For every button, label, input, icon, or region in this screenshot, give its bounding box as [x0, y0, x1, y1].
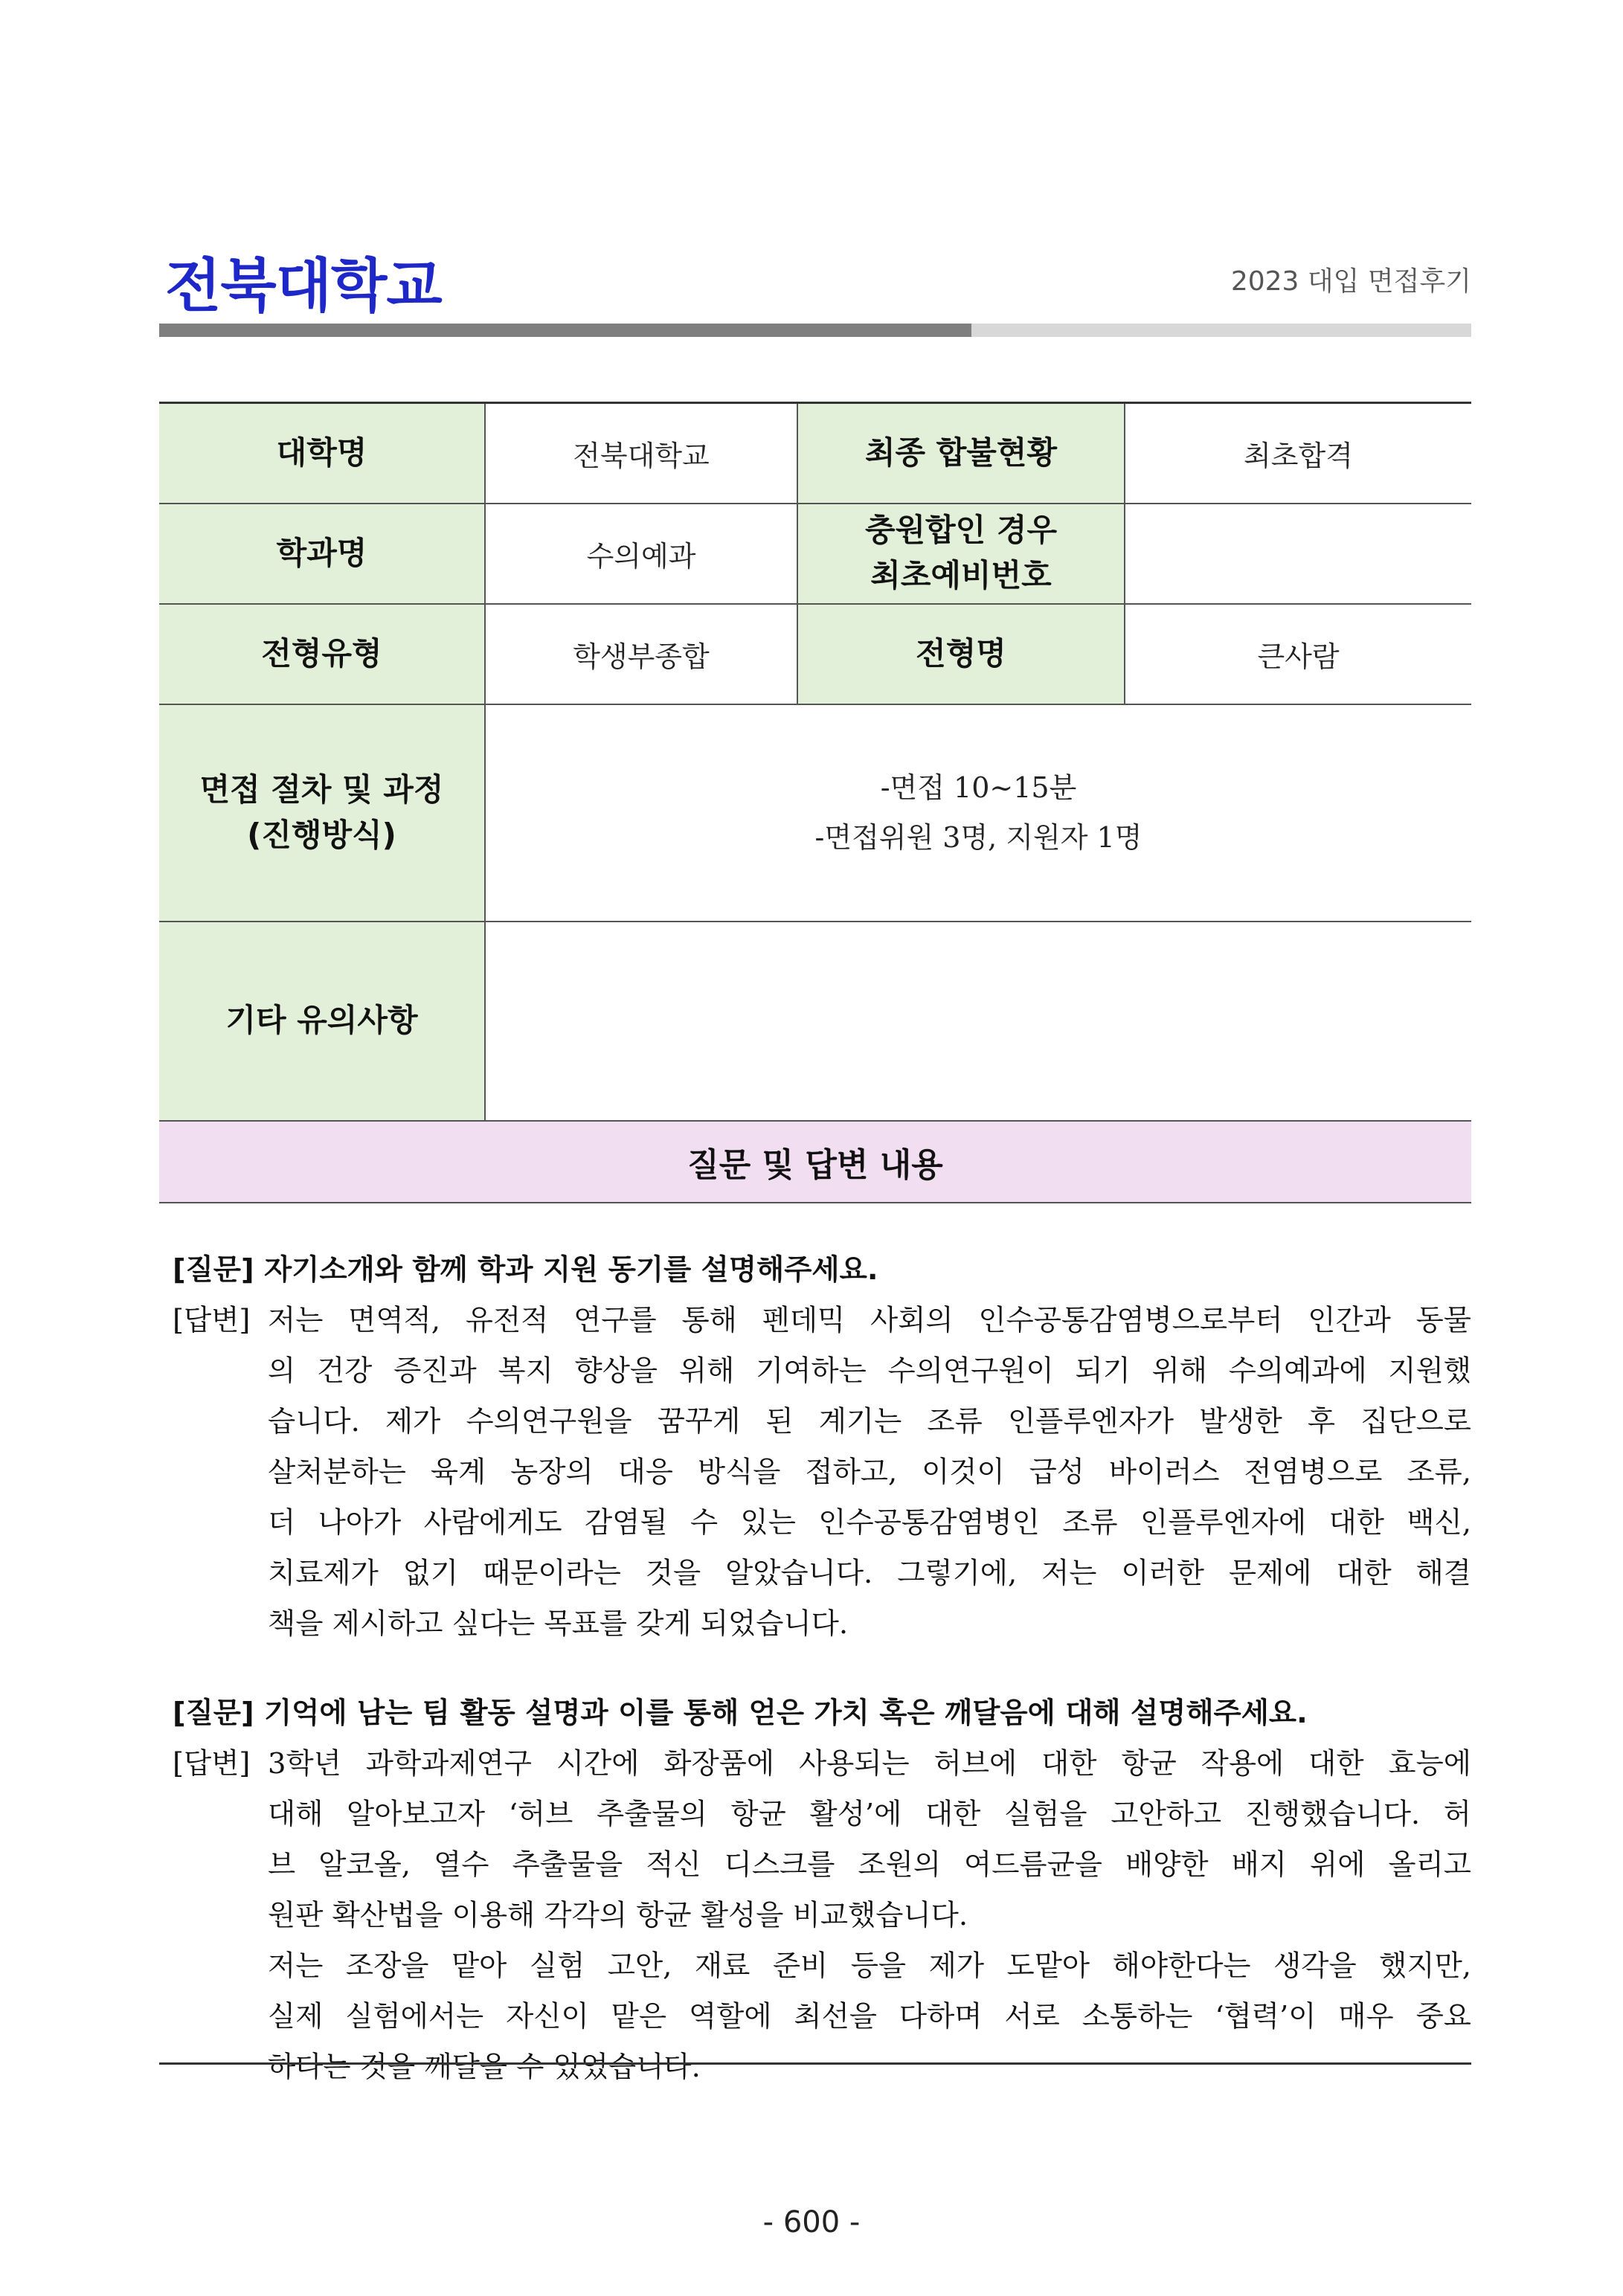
table-row [159, 504, 1471, 604]
answer-1-line: 저는 면역적, 유전적 연구를 통해 펜데믹 사회의 인수공통감염병으로부터 인간과 동물 [268, 1304, 1471, 1337]
answer-1-line: 의 건강 증진과 복지 향상을 위해 기여하는 수의연구원이 되기 위해 수의예과에 지원했 [268, 1354, 1471, 1388]
answer-2-label: [답변] [173, 1747, 251, 1781]
answer-2 [173, 1739, 1471, 2093]
qa-block-2 [173, 1688, 1471, 2093]
process-line1: -면접 10~15분 [880, 771, 1077, 804]
qa-block-1 [173, 1245, 1471, 1650]
type-value: 학생부종합 [485, 604, 797, 704]
answer-1-line: 치료제가 없기 때문이라는 것을 알았습니다. 그렇기에, 저는 이러한 문제에 대한 해결 [268, 1557, 1471, 1590]
table-row [159, 604, 1471, 704]
dept-label: 학과명 [159, 504, 485, 604]
table-row [159, 922, 1471, 1121]
answer-1-line: 책을 제시하고 싶다는 목표를 갖게 되었습니다. [268, 1607, 849, 1641]
dept-value: 수의예과 [485, 504, 797, 604]
answer-2-line: 대해 알아보고자 ‘허브 추출물의 항균 활성’에 대한 실험을 고안하고 진행했습니다. 허 [268, 1798, 1471, 1831]
result-value: 최초합격 [1125, 403, 1471, 504]
bottom-divider [159, 2062, 1471, 2065]
header-divider-bar-dark [159, 324, 971, 337]
notes-label: 기타 유의사항 [159, 922, 485, 1121]
question-2: [질문] 기억에 남는 팀 활동 설명과 이를 통해 얻은 가치 혹은 깨달음에 대해 설명해주세요. [173, 1697, 1308, 1730]
document-subtitle: 2023 대입 면접후기 [1230, 266, 1471, 297]
university-value: 전북대학교 [485, 403, 797, 504]
answer-2-line: 원판 확산법을 이용해 각각의 항균 활성을 비교했습니다. [268, 1899, 968, 1932]
waitlist-label-line2: 최초예비번호 [870, 557, 1052, 594]
type-label: 전형유형 [159, 604, 485, 704]
process-line2: -면접위원 3명, 지원자 1명 [814, 820, 1142, 854]
answer-2-line: 하다는 것을 깨달을 수 있었습니다. [268, 2051, 701, 2084]
process-label-line2: (진행방식) [247, 816, 396, 853]
table-row [159, 1121, 1471, 1203]
page-title: 전북대학교 [165, 253, 442, 320]
waitlist-value [1125, 504, 1471, 604]
qa-section-header: 질문 및 답변 내용 [159, 1121, 1471, 1203]
track-label: 전형명 [797, 604, 1125, 704]
question-1: [질문] 자기소개와 함께 학과 지원 동기를 설명해주세요. [173, 1253, 878, 1287]
answer-1-line: 살처분하는 육계 농장의 대응 방식을 접하고, 이것이 급성 바이러스 전염병으로 조류, [268, 1456, 1471, 1489]
waitlist-label [797, 504, 1125, 604]
waitlist-label-line1: 충원합인 경우 [864, 512, 1058, 549]
answer-1-line: 더 나아가 사람에게도 감염될 수 있는 인수공통감염병인 조류 인플루엔자에 대한 백신, [268, 1506, 1471, 1540]
table-row [159, 704, 1471, 922]
page-number: - 600 - [762, 2205, 861, 2239]
answer-2-line: 실제 실험에서는 자신이 맡은 역할에 최선을 다하며 서로 소통하는 ‘협력’이 매우 중요 [268, 2000, 1471, 2033]
process-value [485, 704, 1471, 922]
result-label: 최종 합불현황 [797, 403, 1125, 504]
table-row [159, 403, 1471, 504]
answer-1-line: 습니다. 제가 수의연구원을 꿈꾸게 된 계기는 조류 인플루엔자가 발생한 후 집단으로 [268, 1405, 1471, 1438]
answer-1 [173, 1296, 1471, 1650]
answer-2-line: 브 알코올, 열수 추출물을 적신 디스크를 조원의 여드름균을 배양한 배지 위에 올리고 [268, 1848, 1471, 1882]
interview-info-table [159, 402, 1471, 1203]
process-label [159, 704, 485, 922]
header-divider-bar [159, 324, 1471, 337]
notes-value [485, 922, 1471, 1121]
university-label: 대학명 [159, 403, 485, 504]
answer-2-line: 3학년 과학과제연구 시간에 화장품에 사용되는 허브에 대한 항균 작용에 대한 효능에 [268, 1747, 1471, 1781]
answer-2-line: 저는 조장을 맡아 실험 고안, 재료 준비 등을 제가 도맡아 해야한다는 생각을 했지만, [268, 1949, 1471, 1983]
process-label-line1: 면접 절차 및 과정 [199, 771, 444, 808]
track-value: 큰사람 [1125, 604, 1471, 704]
answer-1-label: [답변] [173, 1304, 251, 1337]
